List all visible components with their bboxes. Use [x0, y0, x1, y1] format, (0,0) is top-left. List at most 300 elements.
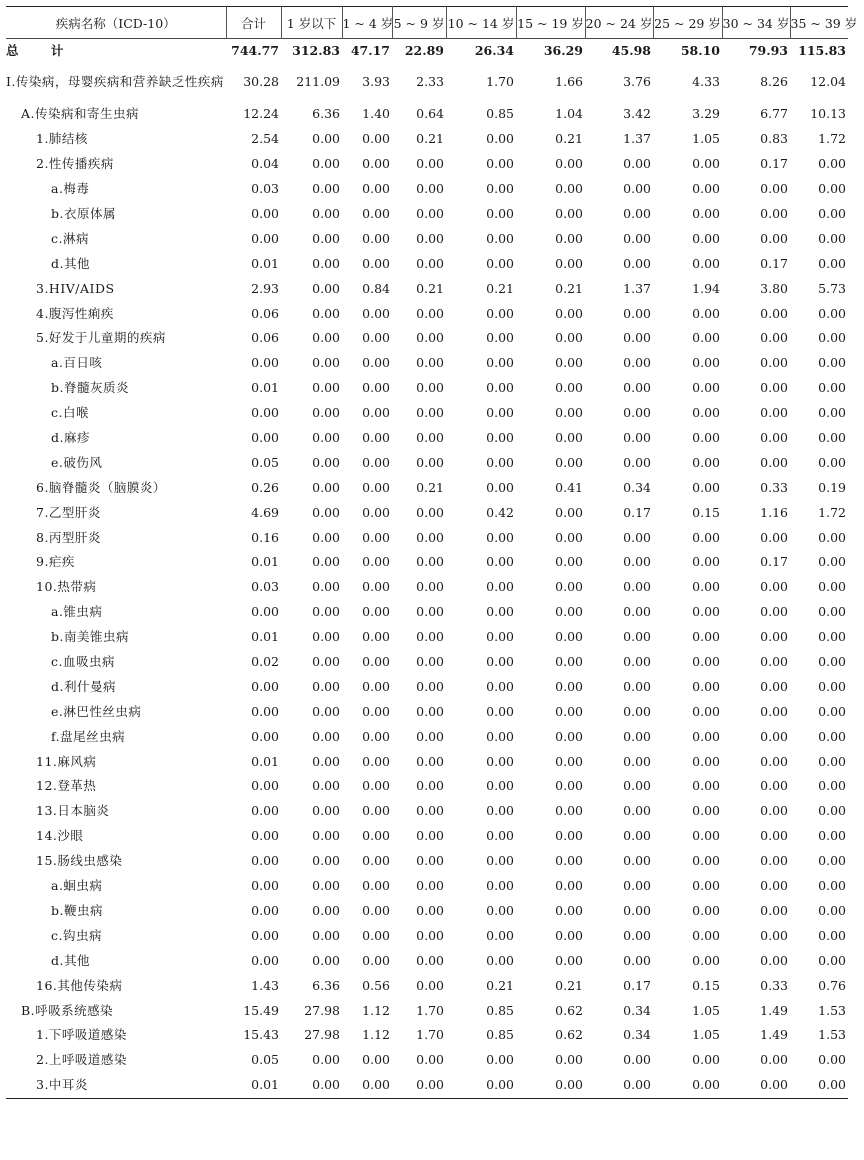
- rate-cell: 0.15: [692, 504, 720, 520]
- table-row: [6, 849, 848, 874]
- rate-cell: 0.00: [362, 230, 390, 246]
- table-row: [6, 226, 848, 251]
- disease-name-cell: Ⅰ.传染病，母婴疾病和营养缺乏性疾病: [6, 74, 224, 89]
- rate-cell: 0.00: [555, 703, 583, 719]
- rate-cell: 0.17: [623, 504, 651, 520]
- disease-name-cell: d.麻疹: [51, 430, 90, 446]
- table-row: [6, 550, 848, 575]
- rate-cell: 3.76: [623, 74, 651, 89]
- rate-cell: 0.00: [818, 181, 846, 197]
- rate-cell: 0.00: [362, 604, 390, 620]
- rate-cell: 0.00: [555, 405, 583, 421]
- rate-cell: 0.00: [623, 554, 651, 570]
- rate-cell: 0.00: [416, 156, 444, 172]
- rate-cell: 0.00: [416, 1077, 444, 1093]
- rate-cell: 0.00: [362, 1077, 390, 1093]
- rate-cell: 0.17: [760, 255, 788, 271]
- rate-cell: 0.00: [362, 703, 390, 719]
- rate-cell: 0.00: [251, 604, 279, 620]
- rate-cell: 0.00: [818, 554, 846, 570]
- column-header-20-24: 20 ~ 24 岁: [585, 7, 653, 39]
- rate-cell: 6.36: [312, 977, 340, 993]
- disease-name-cell: 15.肠线虫感染: [36, 853, 123, 869]
- rate-cell: 0.03: [251, 181, 279, 197]
- rate-cell: 211.09: [296, 74, 340, 89]
- rate-cell: 0.00: [416, 504, 444, 520]
- rate-cell: 0.00: [623, 454, 651, 470]
- rate-cell: 0.76: [818, 977, 846, 993]
- column-header-5-9: 5 ~ 9 岁: [392, 7, 446, 39]
- rate-cell: 0.00: [623, 753, 651, 769]
- rate-cell: 0.00: [312, 703, 340, 719]
- rate-cell: 0.00: [312, 878, 340, 894]
- column-header-25-29: 25 ~ 29 岁: [653, 7, 722, 39]
- rate-cell: 0.26: [251, 479, 279, 495]
- rate-cell: 0.00: [555, 629, 583, 645]
- rate-cell: 0.00: [760, 629, 788, 645]
- rate-cell: 0.00: [486, 629, 514, 645]
- rate-cell: 0.00: [760, 1052, 788, 1068]
- rate-cell: 0.00: [555, 1052, 583, 1068]
- column-header-1-4: 1 ~ 4 岁: [342, 7, 392, 39]
- column-header-disease: 疾病名称（ICD-10）: [55, 15, 176, 31]
- rate-cell: 0.01: [251, 255, 279, 271]
- disease-name-cell: 8.丙型肝炎: [36, 529, 101, 545]
- rate-cell: 0.00: [818, 803, 846, 819]
- rate-cell: 0.00: [692, 678, 720, 694]
- rate-cell: 0.01: [251, 1077, 279, 1093]
- rate-cell: 0.00: [760, 927, 788, 943]
- rate-cell: 0.00: [623, 878, 651, 894]
- rate-cell: 0.00: [555, 902, 583, 918]
- rate-cell: 0.00: [555, 156, 583, 172]
- rate-cell: 0.00: [312, 678, 340, 694]
- disease-name-cell: d.其他: [51, 255, 90, 271]
- rate-cell: 22.89: [404, 42, 444, 58]
- disease-name-cell: c.白喉: [51, 405, 89, 421]
- disease-name-cell: 12.登革热: [36, 778, 97, 794]
- rate-cell: 0.00: [362, 678, 390, 694]
- rate-cell: 0.00: [486, 878, 514, 894]
- rate-cell: 0.00: [362, 380, 390, 396]
- disease-name-cell: e.破伤风: [51, 454, 103, 470]
- table-row: [6, 426, 848, 451]
- rate-cell: 0.00: [416, 753, 444, 769]
- rate-cell: 0.00: [362, 405, 390, 421]
- rate-cell: 0.00: [555, 853, 583, 869]
- rate-cell: 79.93: [748, 42, 788, 58]
- rate-cell: 0.00: [818, 753, 846, 769]
- rate-cell: 0.00: [818, 629, 846, 645]
- rate-cell: 0.34: [623, 479, 651, 495]
- rate-cell: 1.53: [818, 1002, 846, 1018]
- table-row: [6, 401, 848, 426]
- table-row: [6, 62, 848, 102]
- table-row: [6, 376, 848, 401]
- rate-cell: 0.00: [312, 952, 340, 968]
- rate-cell: 0.00: [623, 654, 651, 670]
- disease-name-cell: 14.沙眼: [36, 828, 84, 844]
- rate-cell: 0.00: [623, 629, 651, 645]
- rate-cell: 0.00: [312, 255, 340, 271]
- rate-cell: 0.00: [362, 878, 390, 894]
- table-row: [6, 251, 848, 276]
- table-row: [6, 152, 848, 177]
- rate-cell: 0.00: [818, 952, 846, 968]
- rate-cell: 0.00: [486, 604, 514, 620]
- rate-cell: 0.17: [623, 977, 651, 993]
- rate-cell: 3.80: [760, 280, 788, 296]
- rate-cell: 0.00: [251, 703, 279, 719]
- rate-cell: 0.00: [362, 479, 390, 495]
- rate-cell: 0.00: [623, 579, 651, 595]
- disease-name-cell: d.利什曼病: [51, 678, 116, 694]
- rate-cell: 0.00: [623, 728, 651, 744]
- rate-cell: 0.00: [692, 803, 720, 819]
- rate-cell: 0.00: [760, 803, 788, 819]
- disease-name-cell: 3.中耳炎: [36, 1077, 88, 1093]
- table-body: [6, 39, 848, 1099]
- rate-cell: 0.00: [818, 355, 846, 371]
- rate-cell: 0.00: [555, 654, 583, 670]
- rate-cell: 0.00: [818, 454, 846, 470]
- rate-cell: 0.00: [623, 678, 651, 694]
- rate-cell: 0.17: [760, 156, 788, 172]
- rate-cell: 0.00: [555, 454, 583, 470]
- rate-cell: 0.00: [416, 579, 444, 595]
- rate-cell: 0.00: [251, 853, 279, 869]
- rate-cell: 0.00: [362, 454, 390, 470]
- disease-name-cell: 11.麻风病: [36, 753, 97, 769]
- rate-cell: 0.00: [692, 330, 720, 346]
- rate-cell: 0.00: [760, 206, 788, 221]
- rate-cell: 0.00: [760, 380, 788, 396]
- rate-cell: 0.00: [818, 579, 846, 595]
- rate-cell: 0.00: [486, 853, 514, 869]
- rate-cell: 0.00: [555, 554, 583, 570]
- rate-cell: 0.00: [760, 604, 788, 620]
- rate-cell: 0.00: [362, 728, 390, 744]
- rate-cell: 0.00: [692, 479, 720, 495]
- rate-cell: 0.00: [251, 430, 279, 446]
- rate-cell: 0.01: [251, 753, 279, 769]
- rate-cell: 0.00: [555, 878, 583, 894]
- rate-cell: 0.00: [760, 181, 788, 197]
- rate-cell: 0.00: [251, 778, 279, 794]
- rate-cell: 0.00: [760, 828, 788, 844]
- rate-cell: 0.00: [312, 803, 340, 819]
- rate-cell: 1.70: [416, 1027, 444, 1043]
- rate-cell: 15.43: [243, 1027, 279, 1043]
- rate-cell: 1.04: [555, 106, 583, 122]
- table-row: [6, 351, 848, 376]
- disease-name-cell: b.衣原体属: [51, 206, 116, 221]
- rate-cell: 0.00: [251, 828, 279, 844]
- rate-cell: 0.00: [555, 181, 583, 197]
- disease-name-cell: 2.性传播疾病: [36, 156, 114, 172]
- rate-cell: 0.00: [818, 156, 846, 172]
- rate-cell: 0.00: [362, 206, 390, 221]
- rate-cell: 0.00: [760, 703, 788, 719]
- rate-cell: 0.00: [692, 604, 720, 620]
- rate-cell: 0.00: [692, 902, 720, 918]
- rate-cell: 0.00: [818, 529, 846, 545]
- rate-cell: 0.00: [362, 1052, 390, 1068]
- rate-cell: 1.12: [362, 1027, 390, 1043]
- rate-cell: 30.28: [243, 74, 279, 89]
- rate-cell: 0.00: [692, 1077, 720, 1093]
- rate-cell: 0.00: [416, 206, 444, 221]
- rate-cell: 0.00: [416, 977, 444, 993]
- rate-cell: 0.00: [692, 156, 720, 172]
- rate-cell: 0.00: [312, 206, 340, 221]
- rate-cell: 0.00: [416, 703, 444, 719]
- rate-cell: 6.77: [760, 106, 788, 122]
- rate-cell: 0.06: [251, 330, 279, 346]
- table-row: [6, 874, 848, 899]
- rate-cell: 0.00: [486, 579, 514, 595]
- rate-cell: 0.00: [818, 878, 846, 894]
- rate-cell: 0.00: [312, 280, 340, 296]
- rate-cell: 0.00: [555, 828, 583, 844]
- table-row: [6, 475, 848, 500]
- rate-cell: 0.00: [416, 305, 444, 321]
- rate-cell: 0.00: [818, 604, 846, 620]
- table-row: [6, 799, 848, 824]
- disease-name-cell: 16.其他传染病: [36, 977, 123, 993]
- rate-cell: 0.16: [251, 529, 279, 545]
- table-row: [6, 450, 848, 475]
- rate-cell: 0.85: [486, 1002, 514, 1018]
- rate-cell: 0.85: [486, 106, 514, 122]
- rate-cell: 1.43: [251, 977, 279, 993]
- rate-cell: 0.00: [555, 579, 583, 595]
- rate-cell: 1.05: [692, 1002, 720, 1018]
- disease-name-cell: 1.肺结核: [36, 131, 88, 147]
- rate-cell: 0.01: [251, 629, 279, 645]
- column-header-30-34: 30 ~ 34 岁: [722, 7, 790, 39]
- disease-name-cell: 13.日本脑炎: [36, 803, 110, 819]
- rate-cell: 0.00: [818, 230, 846, 246]
- rate-cell: 0.00: [818, 405, 846, 421]
- rate-cell: 1.70: [416, 1002, 444, 1018]
- disease-name-cell: c.淋病: [51, 230, 89, 246]
- table-row: [6, 824, 848, 849]
- rate-cell: 2.93: [251, 280, 279, 296]
- rate-cell: 0.85: [486, 1027, 514, 1043]
- rate-cell: 0.00: [312, 654, 340, 670]
- rate-cell: 0.00: [555, 380, 583, 396]
- rate-cell: 0.00: [692, 654, 720, 670]
- rate-cell: 0.00: [623, 927, 651, 943]
- rate-cell: 0.00: [362, 629, 390, 645]
- rate-cell: 0.00: [623, 853, 651, 869]
- rate-cell: 0.00: [486, 355, 514, 371]
- rate-cell: 0.00: [818, 778, 846, 794]
- rate-cell: 0.00: [486, 405, 514, 421]
- rate-cell: 0.00: [416, 405, 444, 421]
- rate-cell: 0.00: [362, 753, 390, 769]
- rate-cell: 0.00: [555, 952, 583, 968]
- rate-cell: 0.00: [416, 430, 444, 446]
- disease-name-cell: 3.HIV/AIDS: [36, 280, 115, 296]
- rate-cell: 0.00: [623, 156, 651, 172]
- disease-name-cell: 9.疟疾: [36, 554, 75, 570]
- rate-cell: 0.00: [623, 778, 651, 794]
- rate-cell: 0.00: [760, 230, 788, 246]
- rate-cell: 0.00: [818, 703, 846, 719]
- rate-cell: 0.21: [486, 280, 514, 296]
- rate-cell: 0.00: [486, 803, 514, 819]
- rate-cell: 0.00: [692, 753, 720, 769]
- rate-cell: 0.00: [486, 206, 514, 221]
- rate-cell: 0.00: [312, 902, 340, 918]
- rate-cell: 0.00: [251, 355, 279, 371]
- rate-cell: 47.17: [350, 42, 390, 58]
- rate-cell: 0.00: [760, 678, 788, 694]
- rate-cell: 744.77: [231, 42, 279, 58]
- rate-cell: 0.00: [486, 230, 514, 246]
- rate-cell: 0.15: [692, 977, 720, 993]
- rate-cell: 0.00: [416, 654, 444, 670]
- rate-cell: 0.00: [362, 579, 390, 595]
- rate-cell: 0.01: [251, 554, 279, 570]
- rate-cell: 0.34: [623, 1002, 651, 1018]
- rate-cell: 0.00: [760, 952, 788, 968]
- rate-cell: 0.00: [416, 454, 444, 470]
- disease-name-cell: c.血吸虫病: [51, 654, 115, 670]
- rate-cell: 0.21: [555, 977, 583, 993]
- rate-cell: 0.00: [416, 529, 444, 545]
- rate-cell: 0.00: [416, 355, 444, 371]
- disease-name-cell: a.百日咳: [51, 355, 103, 371]
- rate-cell: 0.00: [362, 156, 390, 172]
- rate-cell: 0.00: [486, 902, 514, 918]
- rate-cell: 0.00: [312, 629, 340, 645]
- rate-cell: 0.00: [760, 454, 788, 470]
- rate-cell: 0.00: [312, 853, 340, 869]
- rate-cell: 0.00: [760, 753, 788, 769]
- rate-cell: 0.06: [251, 305, 279, 321]
- rate-cell: 0.00: [623, 803, 651, 819]
- rate-cell: 0.03: [251, 579, 279, 595]
- rate-cell: 0.21: [416, 479, 444, 495]
- disease-name-cell: 6.脑脊髓炎（脑膜炎）: [36, 479, 166, 495]
- rate-cell: 1.70: [486, 74, 514, 89]
- rate-cell: 0.00: [362, 853, 390, 869]
- rate-cell: 0.00: [760, 355, 788, 371]
- rate-cell: 0.00: [555, 504, 583, 520]
- rate-cell: 0.00: [251, 952, 279, 968]
- rate-cell: 312.83: [292, 42, 340, 58]
- rate-cell: 0.00: [555, 355, 583, 371]
- column-header-under-1: 1 岁以下: [281, 7, 342, 39]
- rate-cell: 0.00: [251, 803, 279, 819]
- rate-cell: 0.21: [555, 280, 583, 296]
- rate-cell: 0.00: [818, 678, 846, 694]
- rate-cell: 0.00: [416, 330, 444, 346]
- rate-cell: 0.00: [486, 1052, 514, 1068]
- rate-cell: 1.53: [818, 1027, 846, 1043]
- rate-cell: 0.00: [416, 1052, 444, 1068]
- rate-cell: 1.37: [623, 131, 651, 147]
- rate-cell: 0.00: [362, 828, 390, 844]
- rate-cell: 26.34: [474, 42, 514, 58]
- rate-cell: 0.00: [486, 255, 514, 271]
- rate-cell: 0.00: [312, 479, 340, 495]
- rate-cell: 0.34: [623, 1027, 651, 1043]
- rate-cell: 0.00: [623, 1077, 651, 1093]
- rate-cell: 0.00: [486, 380, 514, 396]
- rate-cell: 0.00: [692, 778, 720, 794]
- rate-cell: 0.00: [555, 206, 583, 221]
- rate-cell: 0.00: [623, 181, 651, 197]
- rate-cell: 0.33: [760, 977, 788, 993]
- rate-cell: 6.36: [312, 106, 340, 122]
- table-row: [6, 102, 848, 127]
- rate-cell: 0.00: [486, 703, 514, 719]
- rate-cell: 0.00: [623, 828, 651, 844]
- rate-cell: 1.66: [555, 74, 583, 89]
- rate-cell: 0.00: [623, 405, 651, 421]
- rate-cell: 0.00: [312, 1052, 340, 1068]
- rate-cell: 0.00: [623, 206, 651, 221]
- rate-cell: 0.00: [416, 853, 444, 869]
- rate-cell: 0.00: [312, 230, 340, 246]
- rate-cell: 0.00: [251, 405, 279, 421]
- rate-cell: 15.49: [243, 1002, 279, 1018]
- rate-cell: 0.00: [312, 355, 340, 371]
- rate-cell: 0.56: [362, 977, 390, 993]
- rate-cell: 0.00: [312, 181, 340, 197]
- mortality-table: [6, 6, 858, 1099]
- rate-cell: 0.00: [760, 305, 788, 321]
- rate-cell: 10.13: [810, 106, 846, 122]
- column-header-35-39: 35 ~ 39 岁: [790, 7, 848, 39]
- rate-cell: 0.00: [692, 728, 720, 744]
- rate-cell: 0.00: [362, 330, 390, 346]
- column-header-15-19: 15 ~ 19 岁: [516, 7, 585, 39]
- rate-cell: 0.00: [312, 330, 340, 346]
- rate-cell: 0.00: [623, 529, 651, 545]
- rate-cell: 0.00: [692, 305, 720, 321]
- rate-cell: 3.93: [362, 74, 390, 89]
- rate-cell: 0.00: [486, 305, 514, 321]
- table-row: [6, 525, 848, 550]
- rate-cell: 0.00: [692, 454, 720, 470]
- rate-cell: 3.29: [692, 106, 720, 122]
- rate-cell: 0.00: [312, 927, 340, 943]
- table-row: [6, 724, 848, 749]
- table-row: [6, 1048, 848, 1073]
- rate-cell: 8.26: [760, 74, 788, 89]
- rate-cell: 0.00: [312, 753, 340, 769]
- rate-cell: 45.98: [611, 42, 651, 58]
- rate-cell: 0.04: [251, 156, 279, 172]
- rate-cell: 0.00: [416, 902, 444, 918]
- rate-cell: 0.00: [760, 853, 788, 869]
- rate-cell: 0.00: [623, 305, 651, 321]
- rate-cell: 0.00: [251, 678, 279, 694]
- rate-cell: 0.00: [416, 255, 444, 271]
- rate-cell: 1.72: [818, 504, 846, 520]
- rate-cell: 0.00: [312, 579, 340, 595]
- rate-cell: 0.00: [362, 654, 390, 670]
- rate-cell: 0.00: [416, 803, 444, 819]
- rate-cell: 0.41: [555, 479, 583, 495]
- rate-cell: 0.00: [362, 778, 390, 794]
- disease-name-cell: 7.乙型肝炎: [36, 504, 101, 520]
